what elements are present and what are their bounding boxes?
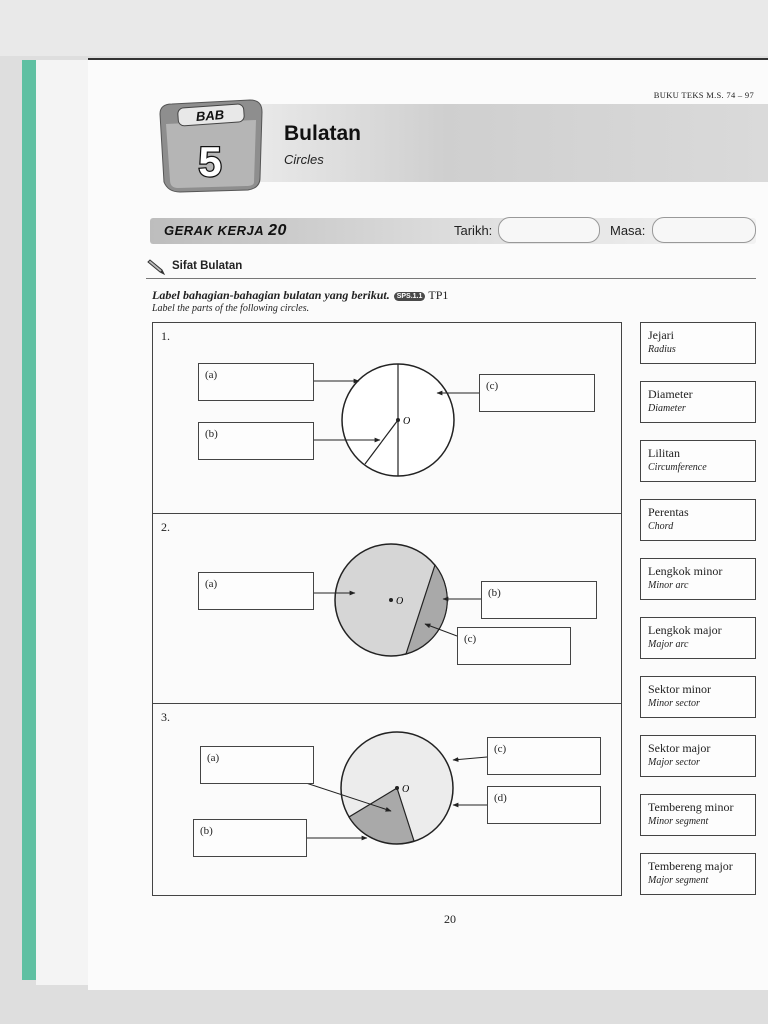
chapter-badge — [150, 98, 268, 194]
circle-figure-1 — [153, 323, 621, 513]
answer-box-c[interactable]: (c) — [457, 627, 571, 665]
date-label: Tarikh: — [454, 223, 493, 238]
section-header — [146, 258, 756, 279]
tp-level: TP1 — [428, 288, 449, 302]
term-card-major-segment: Tembereng major Major segment — [640, 853, 756, 895]
answer-box-b[interactable]: (b) — [198, 422, 314, 460]
instruction-english: Label the parts of the following circles. — [152, 303, 310, 314]
bab-label: BAB — [195, 107, 225, 124]
term-card-major-sector: Sektor major Major sector — [640, 735, 756, 777]
textbook-reference: BUKU TEKS M.S. 74 – 97 — [653, 90, 754, 100]
question-3 — [153, 703, 621, 896]
question-number: 3. — [161, 710, 170, 724]
answer-box-a[interactable]: (a) — [200, 746, 314, 784]
answer-box-a[interactable]: (a) — [198, 572, 314, 610]
question-number: 1. — [161, 329, 170, 343]
term-card-minor-arc: Lengkok minor Minor arc — [640, 558, 756, 600]
question-1 — [153, 323, 621, 513]
center-label: O — [396, 596, 404, 607]
answer-box-d[interactable]: (d) — [487, 786, 601, 824]
chapter-subtitle: Circles — [284, 152, 324, 167]
worksheet-bar — [150, 218, 756, 244]
question-2 — [153, 513, 621, 704]
date-field[interactable] — [498, 217, 600, 243]
term-card-minor-sector: Sektor minor Minor sector — [640, 676, 756, 718]
pencil-icon — [146, 258, 168, 276]
time-field[interactable] — [652, 217, 756, 243]
worksheet-label: GERAK KERJA 20 — [164, 222, 287, 239]
term-card-radius: Jejari Radius — [640, 322, 756, 364]
workbook-page — [88, 58, 768, 990]
page-number: 20 — [444, 912, 456, 926]
section-title: Sifat Bulatan — [172, 260, 243, 272]
term-card-chord: Perentas Chord — [640, 499, 756, 541]
answer-box-c[interactable]: (c) — [487, 737, 601, 775]
skill-code-badge: SPS.1.1 — [394, 292, 426, 301]
questions-frame — [152, 322, 622, 896]
center-label: O — [403, 416, 411, 427]
worksheet-number: 20 — [268, 222, 287, 239]
question-number: 2. — [161, 520, 170, 534]
chapter-title-band — [182, 104, 768, 182]
time-label: Masa: — [610, 223, 646, 238]
term-card-major-arc: Lengkok major Major arc — [640, 617, 756, 659]
term-card-minor-segment: Tembereng minor Minor segment — [640, 794, 756, 836]
chapter-number: 5 — [198, 138, 222, 185]
answer-box-a[interactable]: (a) — [198, 363, 314, 401]
instruction-malay: Label bahagian-bahagian bulatan yang berikut. SPS.1.1 TP1 — [152, 288, 449, 302]
term-card-circumference: Lilitan Circumference — [640, 440, 756, 482]
scan-background — [0, 0, 768, 56]
answer-box-c[interactable]: (c) — [479, 374, 595, 412]
center-label: O — [402, 784, 410, 795]
answer-box-b[interactable]: (b) — [193, 819, 307, 857]
chapter-title: Bulatan — [284, 122, 362, 145]
answer-box-b[interactable]: (b) — [481, 581, 597, 619]
term-card-diameter: Diameter Diameter — [640, 381, 756, 423]
